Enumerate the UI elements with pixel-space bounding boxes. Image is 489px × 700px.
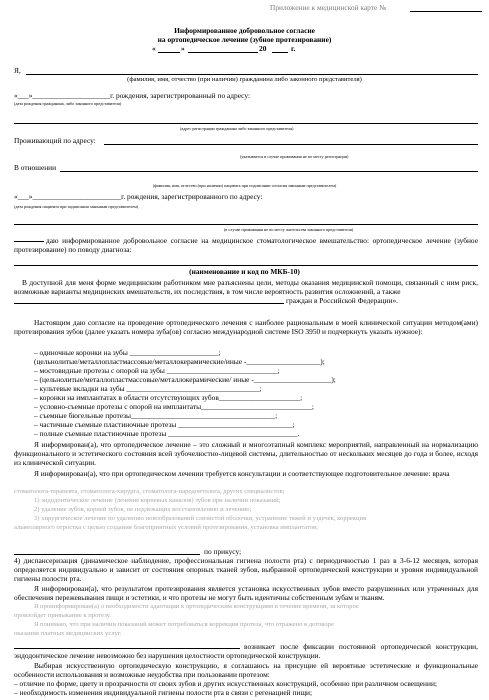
option-item[interactable]: – съемные бюгельные протезы_______________________________________;	[34, 411, 278, 420]
diagnosis-field[interactable]	[14, 265, 478, 266]
para-access-tail: граждан в Российской Федерации».	[286, 296, 399, 305]
para-access: В доступной для меня форме медицинским работником мне разъяснены цели, методы оказания медицинской помощи, связанный с ним риск, возможные варианты медицинских вмешательств, их последствия, в том числе вероятность развития осложнений, а также	[14, 278, 478, 296]
relation-name-field[interactable]	[60, 171, 478, 172]
living-label: Проживающий по адресу:	[14, 136, 96, 145]
patient-address-field[interactable]	[14, 224, 478, 225]
birth-hint: (дата рождения гражданина, либо законного представителя)	[14, 101, 122, 106]
access-blank-field[interactable]	[14, 303, 284, 304]
birth-line-2: «___»________________________г. рождения, зарегистрированного по адресу:	[14, 192, 263, 201]
prikus-blank-field[interactable]	[14, 554, 200, 555]
date-year-field[interactable]	[272, 52, 288, 53]
para-result: Я информирован(а), что результатом протезирования является установка искусственных зубов вместо разрушенных или утраченных для обеспечения пережевывания пищи и эстетики, и что протезы не могут быть идентичны собственным зубам и тканям.	[14, 584, 478, 602]
consent-form-page: Приложение к медицинской карте № Информированное добровольное согласие на ортопедическое лечение (зубное протезирование) « » 20 г. Я, (фамилия, имя, отчество (при наличии) гражданина либо законного представителя) «___»_____________________г. рождения, зарегистрированный по адресу: (дата рождения гражданина, либо законного представителя) (адрес регистрации гражданина либо законного представителя) Проживающий по адресу: (указывается в случае проживания не по месту регистрации) В отношении (фамилия, имя, отчество (при наличии) пациента при подписании согласия законным представителем) «___»________________________г. рождения, зарегистрированного по адресу: (дата рождения пациента при подписании законным представителем) (в случае проживания не по месту жительства законного представителя) даю информированное добровольное согласие на медицинское стоматологическое вмешательство: ортопедическое лечение (зубное протезирование) по поводу диагноза: (наименование и код по МКБ-10) В доступной для меня форме медицинским работником мне разъяснены цели, методы оказания медицинской помощи, связанный с ним риск, возможные варианты медицинских вмешательств, их последствия, в том числе вероятность развития осложнений, а также граждан в Российской Федерации». Настоящим даю согласие на проведение ортопедического лечения с наиболее рациональным в моей клинической ситуации методом(ами) протезирования зубов (далее указать номера зуба(ов) согласно международной системе ISO 3950 и подчеркнуть указать нужное): – одиночные коронки на зубы ________________________; (цельнолитые/металлопластмассовые/металлокерамические/иные -____________________); – мостовидные протезы с опорой на зубы ______________________________; – (цельнолитые/металлопластмассовые/металлокерамические/ иные -_____________________); – культевые вкладки на зубы ____________________________________; – коронки на имплантатах в области отсутствующих зубов______________________; – условно-съемные протезы с опорой на имплантаты______________________________; – съемные бюгельные протезы_______________________________________; – частичные съемные пластиночные протезы _______________________________; – полные съемные пластиночные протезы ___________________________________. Я информирован(а), что ортопедическое лечение – это сложный и многоэтапный комплекс мероприятий, направленный на нормализацию функционального и эстетического состояния всей зубочелюстно-лицевой системы, длительностью от нескольких месяцев до года и более, исходя из клинической ситуации. Я информирован(а), что при ортопедическом лечении требуется консультации и соответствующее подготовительное лечение: врача стоматолога-терапевта, стоматолога-хирурга, стоматолога-пародонтолога, других специалистов; 1) эндодонтическое лечение (лечение корневых каналов) зубов при наличии показаний; 2) удаление зубов, корней зубов, не подлежащих восстановлению и лечению; 3) хирургическое лечение по удалению новообразований слизистой оболочки, устранение тяжей и уздечек, коррекция альвеолярного отростка с целью создания благоприятных условий протезирования, установка имплантатов; по прикусу; 4) диспансеризация (динамическое наблюдение, профессиональная гигиена полости рта) с периодичностью 1 раз в 3-6-12 месяцев, которая определяется индивидуально и зависит от состояния опорных тканей зубов, выбранной ортопедической конструкции и уровня индивидуальной гигиены полости рта. Я информирован(а), что результатом протезирования является установка искусственных зубов вместо разрушенных или утраченных для обеспечения пережевывания пищи и эстетики, и что протезы не могут быть идентичны собственным зубам и тканям. Я проинформирован(а) о необходимости адаптации к ортопедическим конструкциям в течение времени, за которое произойдет привыкание к протезу. Я понимаю, что при наличии показаний может потребоваться коррекция протеза, что отражено в договоре оказания платных медицинских услуг. возникает после фиксации постоянной ортопедической конструкции, эндодонтическое лечение невозможно без нарушения целостности ортопедической конструкции. Выбирая искусственную ортопедическую конструкцию, я соглашаюсь на присущие ей вероятные эстетические и функциональные особенности использования и возможные неудобства при пользовании протезом: – отличие по форме, цвету и прозрачности от своих зубов и других искусственных конструкций, особенно при различном освещении; – необходимость изменения индивидуальной гигиены полости рта в связи с регенацией пищи;	[0, 0, 489, 700]
para-agree: Настоящим даю согласие на проведение ортопедического лечения с наиболее рациональным в моей клинической ситуации методом(ами) протезирования зубов (далее указать номера зуба(ов) согласно международной системе ISO 3950 и подчеркнуть указать нужное):	[14, 318, 478, 336]
living-hint: (указывается в случае проживания не по месту регистрации)	[240, 154, 349, 159]
option-item[interactable]: – (цельнолитые/металлопластмассовые/металлокерамические/ иные -_____________________);	[34, 375, 336, 384]
option-item[interactable]: – коронки на имплантатах в области отсутствующих зубов______________________;	[34, 393, 303, 402]
para-choice: Выбирая искусственную ортопедическую конструкцию, я соглашаюсь на присущие ей вероятные эстетические и функциональные особенности использования и возможные неудобства при пользовании протезом:	[14, 661, 478, 679]
option-item[interactable]: – условно-съемные протезы с опорой на имплантаты______________________________;	[34, 402, 314, 411]
option-item[interactable]: – культевые вкладки на зубы ____________________________________;	[34, 384, 262, 393]
para-complex: Я информирован(а), что ортопедическое лечение – это сложный и многоэтапный комплекс мероприятий, направленный на нормализацию функционального и эстетического состояния всей зубочелюстно-лицевой системы, длительностью от нескольких месяцев до года и более, исходя из клинической ситуации.	[14, 440, 478, 467]
option-item[interactable]: – частичные съемные пластиночные протезы _______________________________;	[34, 420, 295, 429]
para-consult: Я информирован(а), что при ортопедическом лечении требуется консультации и соответствующее подготовительное лечение: врача	[34, 469, 450, 478]
faded-line: 1) эндодонтическое лечение (лечение корневых каналов) зубов при наличии показаний;	[34, 497, 281, 504]
rep-hint: (в случае проживания не по месту жительства законного представителя)	[224, 227, 354, 232]
birth-line: «___»_____________________г. рождения, зарегистрированный по адресу:	[14, 91, 251, 100]
faded-line: 3) хирургическое лечение по удалению новообразований слизистой оболочки, устранение тяжей и уздечек, коррекция	[34, 515, 367, 522]
patient-prefix: Я,	[14, 66, 21, 75]
card-number-field[interactable]	[410, 11, 482, 12]
faded-line: 2) удаление зубов, корней зубов, не подлежащих восстановлению и лечению;	[34, 506, 252, 513]
reg-hint: (адрес регистрации гражданина либо законного представителя)	[180, 126, 294, 131]
faded-line: произойдет привыкание к протезу.	[14, 612, 111, 619]
faded-line: Я проинформирован(а) о необходимости адаптации к ортопедическим конструкциям в течение времени, за которое	[34, 603, 359, 610]
patient-name-field[interactable]	[26, 74, 478, 75]
para-dispensary: 4) диспансеризация (динамическое наблюдение, профессиональная гигиена полости рта) с периодичностью 1 раз в 3-6-12 месяцев, которая определяется индивидуально и зависит от состояния опорных тканей зубов, выбранной ортопедической конструкции и уровня индивидуальной гигиены полости рта.	[14, 556, 478, 583]
document-subtitle: на ортопедическое лечение (зубное протезирование)	[157, 35, 332, 44]
patient-name-hint: (фамилия, имя, отчество (при наличии) гражданина либо законного представителя)	[127, 76, 362, 83]
faded-line: альвеолярного отростка с целью создания благоприятных условий протезирования, установка имплантатов;	[14, 524, 318, 531]
living-address-field[interactable]	[104, 144, 478, 145]
reg-address-field[interactable]	[14, 123, 478, 124]
date-day-field[interactable]	[158, 52, 180, 53]
para-endo: возникает после фиксации постоянной ортопедической конструкции, эндодонтическое лечение невозможно без нарушения целостности ортопедической конструкции.	[14, 642, 478, 660]
relation-hint: (фамилия, имя, отчество (при наличии) пациента при подписании согласия законным представителем)	[152, 183, 337, 188]
relation-label: В отношении	[14, 163, 57, 172]
document-title: Информированное добровольное согласие	[174, 26, 315, 35]
option-item[interactable]: (цельнолитые/металлопластмассовые/металлокерамические/иные -____________________);	[34, 357, 325, 366]
prikus-label: по прикусу;	[204, 547, 242, 556]
option-item[interactable]: – полные съемные пластиночные протезы ___________________________________.	[34, 429, 300, 438]
consent-statement: даю информированное добровольное согласие на медицинское стоматологическое вмешательство: ортопедическое лечение (зубное протезирование) по поводу диагноза:	[14, 236, 478, 254]
diagnosis-hint: (наименование и код по МКБ-10)	[189, 267, 300, 276]
option-item[interactable]: – одиночные коронки на зубы ________________________;	[34, 348, 221, 357]
faded-line: Я понимаю, что при наличии показаний может потребоваться коррекция протеза, что отражено в договоре	[34, 621, 334, 628]
appendix-label: Приложение к медицинской карте №	[270, 3, 387, 12]
date-month-field[interactable]	[188, 52, 258, 53]
birth-hint-2: (дата рождения пациента при подписании законным представителем)	[14, 204, 139, 209]
bullet-item: – отличие по форме, цвету и прозрачности от своих зубов и других искусственных конструкций, особенно при различном освещении;	[14, 679, 437, 688]
bullet-item: – необходимость изменения индивидуальной гигиены полости рта в связи с регенацией пищи;	[14, 688, 313, 697]
option-item[interactable]: – мостовидные протезы с опорой на зубы ______________________________;	[34, 366, 280, 375]
faded-line: стоматолога-терапевта, стоматолога-хирурга, стоматолога-пародонтолога, других специалистов;	[14, 488, 285, 495]
faded-line: оказания платных медицинских услуг.	[14, 630, 122, 637]
